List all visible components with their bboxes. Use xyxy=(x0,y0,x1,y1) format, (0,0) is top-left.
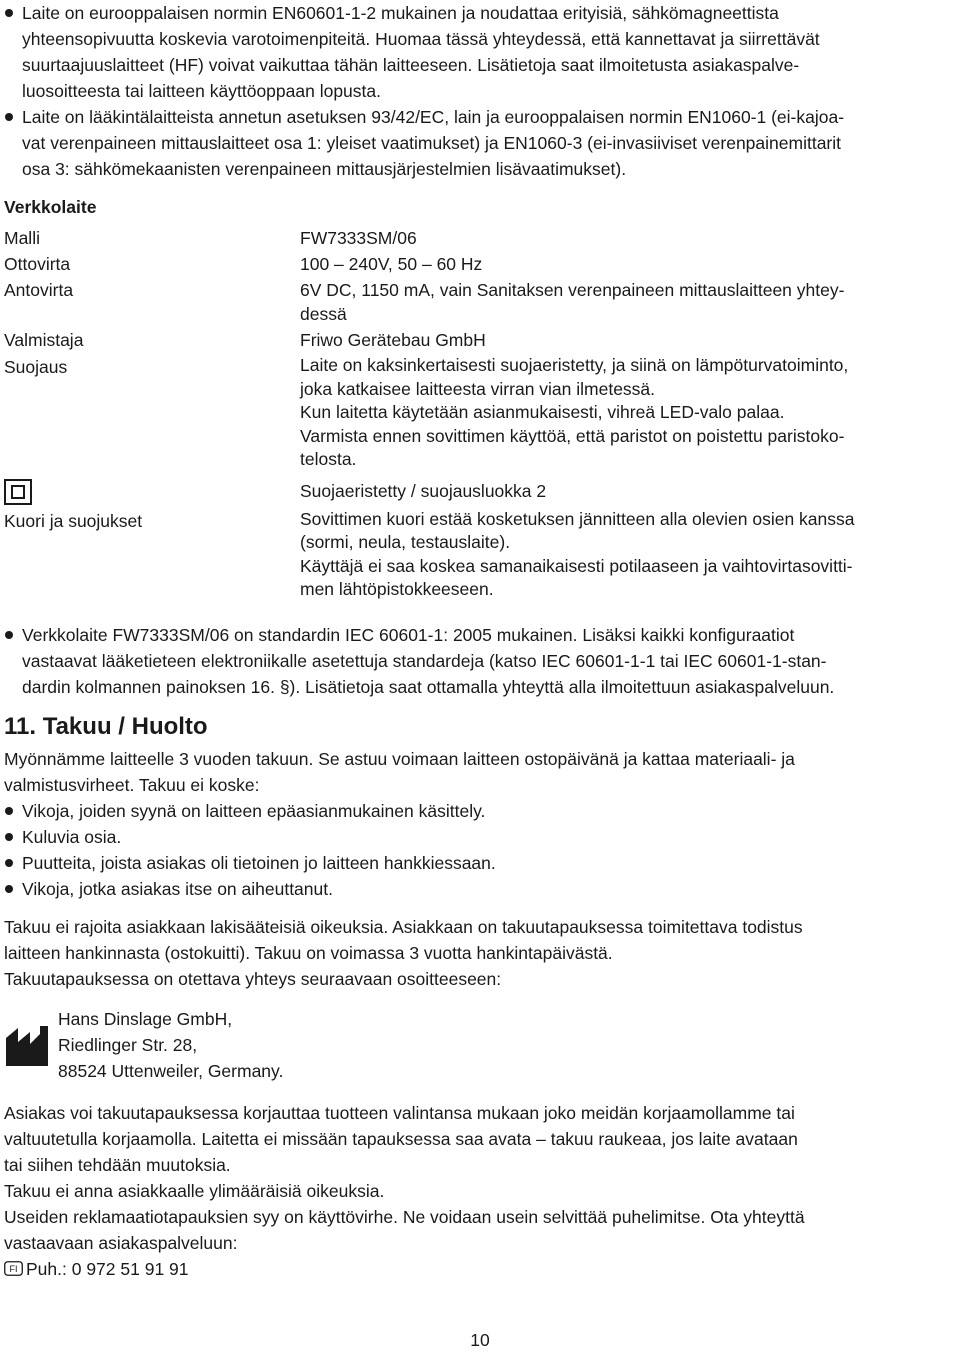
exclusion-item: Vikoja, jotka asiakas itse on aiheuttanut. xyxy=(4,876,954,902)
text-line: luosoitteesta tai laitteen käyttöoppaan lopusta. xyxy=(22,81,381,101)
double-insulation-icon xyxy=(4,479,32,505)
spec-value xyxy=(300,277,954,325)
text-line: telosta. xyxy=(300,449,357,469)
text-line: Verkkolaite FW7333SM/06 on standardin IEC 60601-1: 2005 mukainen. Lisäksi kaikki konfiguraatiot xyxy=(22,624,795,645)
exclusion-item: Kuluvia osia. xyxy=(4,824,954,850)
text-line: Takuu ei anna asiakkaalle ylimääräisiä oikeuksia. xyxy=(4,1180,385,1201)
spec-value xyxy=(300,478,954,505)
text-line: Kun laitetta käytetään asianmukaisesti, vihreä LED-valo palaa. xyxy=(300,402,785,422)
spec-value xyxy=(300,354,954,472)
warranty-heading: 11. Takuu / Huolto xyxy=(4,712,208,740)
phone-number[interactable]: Puh.: 0 972 51 91 91 xyxy=(26,1258,189,1279)
text-line: vastaavaan asiakaspalveluun: xyxy=(4,1232,238,1253)
manufacturer-icon xyxy=(4,1024,50,1068)
bullet-emc xyxy=(4,0,954,104)
text-line: osa 3: sähkömekaanisten verenpaineen mittausjärjestelmien lisävaatimukset). xyxy=(22,159,627,179)
spec-row-protection xyxy=(4,354,954,472)
text-line: Varmista ennen sovittimen käyttöä, että paristot on poistettu paristoko- xyxy=(300,425,845,446)
exclusion-item: Vikoja, joiden syynä on laitteen epäasianmukainen käsittely. xyxy=(4,798,954,824)
text-line: yhteensopivuutta koskevia varotoimenpiteitä. Huomaa tässä yhteydessä, että kannettavat ja siirrettävät xyxy=(22,29,820,49)
text-line: Sovittimen kuori estää kosketuksen jännitteen alla olevien osien kanssa xyxy=(300,508,855,529)
text-line: 100 – 240V, 50 – 60 Hz xyxy=(300,254,483,274)
spec-value xyxy=(300,225,954,251)
text-line: Laite on kaksinkertaisesti suojaeristetty, ja siinä on lämpöturvatoiminto, xyxy=(300,355,849,375)
text-line: vastaavat lääketieteen elektroniikalle asetettuja standardeja (katso IEC 60601-1-1 tai IEC 60601-1-stan- xyxy=(22,650,827,671)
spec-label: Valmistaja xyxy=(4,330,84,350)
text-line: Useiden reklamaatiotapauksien syy on käyttövirhe. Ne voidaan usein selvittää puhelimitse. Ota yhteyttä xyxy=(4,1206,805,1227)
warranty-section xyxy=(4,712,954,1282)
spec-label: Suojaus xyxy=(4,357,68,377)
address-line: Hans Dinslage GmbH, xyxy=(58,1008,233,1029)
address-line: 88524 Uttenweiler, Germany. xyxy=(58,1060,284,1081)
address-line: Riedlinger Str. 28, xyxy=(58,1034,198,1055)
spec-label: Malli xyxy=(4,228,40,248)
text-line: men lähtöpistokkeeseen. xyxy=(300,579,494,600)
exclusion-item: Puutteita, joista asiakas oli tietoinen jo laitteen hankkiessaan. xyxy=(4,850,954,876)
text-line: Laite on eurooppalaisen normin EN60601-1-2 mukainen ja noudattaa erityisiä, sähkömagneettista xyxy=(22,3,779,23)
text-line: dardin kolmannen painoksen 16. §). Lisätietoja saat ottamalla yhteyttä alla ilmoitettuun asiakaspalveluun. xyxy=(22,676,835,697)
spec-value xyxy=(300,327,954,353)
spec-row-manufacturer xyxy=(4,327,954,353)
phone-country-icon xyxy=(4,1261,23,1276)
text-line: valmistusvirheet. Takuu ei koske: xyxy=(4,774,260,795)
text-line: Takuu ei rajoita asiakkaan lakisääteisiä oikeuksia. Asiakkaan on takuutapauksessa toimitettava todistus xyxy=(4,916,803,937)
adapter-section xyxy=(4,194,954,602)
address-lines xyxy=(58,1006,283,1084)
text-line: laitteen hankinnasta (ostokuitti). Takuu on voimassa 3 vuotta hankintapäivästä. xyxy=(4,942,613,963)
text-line: Myönnämme laitteelle 3 vuoden takuun. Se astuu voimaan laitteen ostopäivänä ja kattaa materiaali- ja xyxy=(4,748,795,769)
text-line: (sormi, neula, testauslaite). xyxy=(300,532,511,553)
spec-row-class2 xyxy=(4,478,954,505)
text-line: vat verenpaineen mittauslaitteet osa 1: yleiset vaatimukset) ja EN1060-3 (ei-invasiiviset verenpainemittarit xyxy=(22,133,842,153)
spec-row-output xyxy=(4,277,954,325)
phone-line xyxy=(4,1256,954,1282)
text-line: suurtaajuuslaitteet (HF) voivat vaikuttaa tähän laitteeseen. Lisätietoja saat ilmoitetusta asiakaspalve- xyxy=(22,55,800,75)
spec-row-housing xyxy=(4,508,954,602)
text-line: Käyttäjä ei saa koskea samanaikaisesti potilaaseen ja vaihtovirtasovitti- xyxy=(300,555,853,576)
text-line: 6V DC, 1150 mA, vain Sanitaksen verenpaineen mittauslaitteen yhtey- xyxy=(300,280,845,300)
warranty-paragraph-2 xyxy=(4,1100,954,1256)
text-line: Laite on lääkintälaitteista annetun asetuksen 93/42/EC, lain ja eurooppalaisen normin EN1060-1 (ei-kajoa- xyxy=(22,107,845,127)
page-number: 10 xyxy=(470,1330,490,1350)
spec-value xyxy=(300,508,954,602)
spec-row-input xyxy=(4,251,954,277)
spec-label: Kuori ja suojukset xyxy=(4,510,143,531)
text-line: joka katkaisee laitteesta virran vian ilmetessä. xyxy=(300,378,656,399)
spec-value xyxy=(300,251,954,277)
manufacturer-address xyxy=(4,1006,954,1084)
intro-bullets xyxy=(4,0,954,182)
text-line: FW7333SM/06 xyxy=(300,228,417,248)
spec-row-model xyxy=(4,225,954,251)
document-page xyxy=(4,0,954,1282)
spec-label: Antovirta xyxy=(4,280,74,300)
phone-icon-label: FI xyxy=(9,1263,18,1274)
text-line: Asiakas voi takuutapauksessa korjauttaa tuotteen valintansa mukaan joko meidän korjaamollamme tai xyxy=(4,1102,795,1123)
text-line: valtuutetulla korjaamolla. Laitetta ei missään tapauksessa saa avata – takuu raukeaa, jos laite avataan xyxy=(4,1128,798,1149)
spec-label xyxy=(4,478,300,505)
text-line: tai siihen tehdään muutoksia. xyxy=(4,1154,231,1175)
bullet-regulation xyxy=(4,104,954,182)
text-line: Friwo Gerätebau GmbH xyxy=(300,330,486,350)
warranty-paragraph-1 xyxy=(4,914,954,992)
text-line: dessä xyxy=(300,304,347,324)
spec-label: Ottovirta xyxy=(4,254,71,274)
text-line: Takuutapauksessa on otettava yhteys seuraavaan osoitteeseen: xyxy=(4,968,502,989)
adapter-heading: Verkkolaite xyxy=(4,197,97,217)
bullet-standard xyxy=(4,622,954,700)
text-line: Suojaeristetty / suojausluokka 2 xyxy=(300,480,547,501)
